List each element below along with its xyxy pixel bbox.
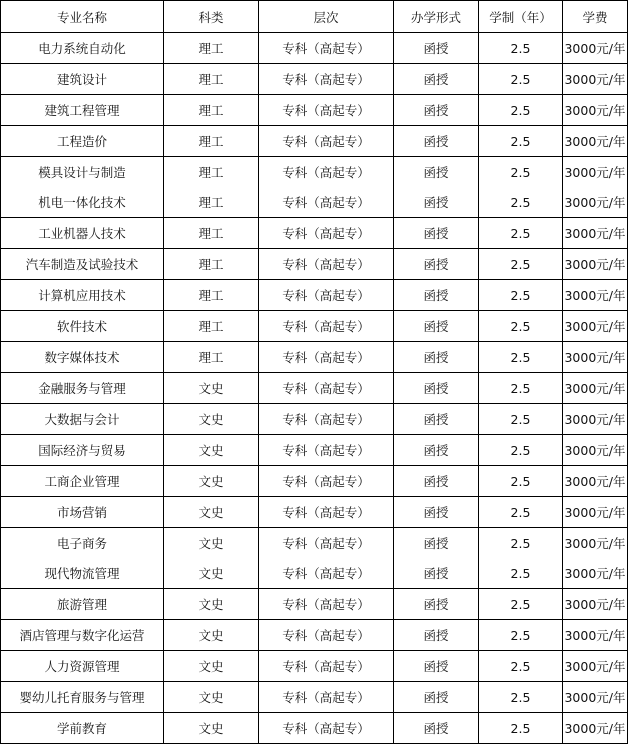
study-mode-cell: 函授	[394, 558, 479, 589]
duration-cell: 2.5	[479, 249, 563, 280]
tuition-cell: 3000元/年	[563, 466, 628, 497]
header-major: 专业名称	[1, 1, 164, 33]
tuition-cell: 3000元/年	[563, 311, 628, 342]
duration-cell: 2.5	[479, 64, 563, 95]
level-cell: 专科（高起专）	[259, 342, 394, 373]
category-cell: 文史	[164, 589, 259, 620]
category-cell: 文史	[164, 435, 259, 466]
study-mode-cell: 函授	[394, 589, 479, 620]
table-row	[1, 218, 628, 249]
study-mode-cell: 函授	[394, 404, 479, 435]
category-cell: 理工	[164, 95, 259, 126]
level-cell: 专科（高起专）	[259, 528, 394, 559]
table-row	[1, 620, 628, 651]
major-name-cell: 人力资源管理	[1, 651, 164, 682]
category-cell: 文史	[164, 373, 259, 404]
table-row	[1, 373, 628, 404]
duration-cell: 2.5	[479, 218, 563, 249]
level-cell: 专科（高起专）	[259, 280, 394, 311]
level-cell: 专科（高起专）	[259, 466, 394, 497]
table-row	[1, 404, 628, 435]
category-cell: 文史	[164, 528, 259, 559]
study-mode-cell: 函授	[394, 373, 479, 404]
tuition-cell: 3000元/年	[563, 620, 628, 651]
category-cell: 理工	[164, 126, 259, 157]
table-row	[1, 435, 628, 466]
table-row	[1, 187, 628, 218]
major-name-cell: 学前教育	[1, 713, 164, 744]
table-row	[1, 311, 628, 342]
major-name-cell: 建筑工程管理	[1, 95, 164, 126]
tuition-cell: 3000元/年	[563, 589, 628, 620]
category-cell: 文史	[164, 466, 259, 497]
level-cell: 专科（高起专）	[259, 651, 394, 682]
table-row	[1, 589, 628, 620]
table-row	[1, 713, 628, 744]
major-name-cell: 建筑设计	[1, 64, 164, 95]
tuition-cell: 3000元/年	[563, 404, 628, 435]
duration-cell: 2.5	[479, 713, 563, 744]
table-row	[1, 280, 628, 311]
table-row	[1, 342, 628, 373]
header-study-mode: 办学形式	[394, 1, 479, 33]
tuition-cell: 3000元/年	[563, 126, 628, 157]
major-name-cell: 机电一体化技术	[1, 187, 164, 218]
header-level: 层次	[259, 1, 394, 33]
study-mode-cell: 函授	[394, 218, 479, 249]
level-cell: 专科（高起专）	[259, 620, 394, 651]
duration-cell: 2.5	[479, 280, 563, 311]
category-cell: 理工	[164, 33, 259, 64]
tuition-cell: 3000元/年	[563, 64, 628, 95]
major-name-cell: 数字媒体技术	[1, 342, 164, 373]
category-cell: 理工	[164, 187, 259, 218]
tuition-cell: 3000元/年	[563, 280, 628, 311]
tuition-cell: 3000元/年	[563, 95, 628, 126]
duration-cell: 2.5	[479, 620, 563, 651]
duration-cell: 2.5	[479, 342, 563, 373]
study-mode-cell: 函授	[394, 157, 479, 188]
tuition-cell: 3000元/年	[563, 218, 628, 249]
header-duration: 学制（年）	[479, 1, 563, 33]
study-mode-cell: 函授	[394, 33, 479, 64]
level-cell: 专科（高起专）	[259, 589, 394, 620]
category-cell: 文史	[164, 558, 259, 589]
major-name-cell: 电力系统自动化	[1, 33, 164, 64]
tuition-cell: 3000元/年	[563, 682, 628, 713]
table-header-row	[1, 1, 628, 33]
table-row	[1, 682, 628, 713]
major-name-cell: 金融服务与管理	[1, 373, 164, 404]
category-cell: 文史	[164, 497, 259, 528]
category-cell: 文史	[164, 682, 259, 713]
study-mode-cell: 函授	[394, 466, 479, 497]
tuition-cell: 3000元/年	[563, 497, 628, 528]
tuition-cell: 3000元/年	[563, 342, 628, 373]
duration-cell: 2.5	[479, 404, 563, 435]
major-name-cell: 旅游管理	[1, 589, 164, 620]
table-row	[1, 33, 628, 64]
level-cell: 专科（高起专）	[259, 373, 394, 404]
major-name-cell: 酒店管理与数字化运营	[1, 620, 164, 651]
duration-cell: 2.5	[479, 651, 563, 682]
duration-cell: 2.5	[479, 95, 563, 126]
study-mode-cell: 函授	[394, 95, 479, 126]
table-row	[1, 126, 628, 157]
level-cell: 专科（高起专）	[259, 713, 394, 744]
level-cell: 专科（高起专）	[259, 187, 394, 218]
duration-cell: 2.5	[479, 157, 563, 188]
major-name-cell: 现代物流管理	[1, 558, 164, 589]
study-mode-cell: 函授	[394, 311, 479, 342]
study-mode-cell: 函授	[394, 528, 479, 559]
major-name-cell: 模具设计与制造	[1, 157, 164, 188]
study-mode-cell: 函授	[394, 620, 479, 651]
table-row	[1, 497, 628, 528]
category-cell: 理工	[164, 280, 259, 311]
table-row	[1, 558, 628, 589]
major-name-cell: 婴幼儿托育服务与管理	[1, 682, 164, 713]
category-cell: 理工	[164, 218, 259, 249]
duration-cell: 2.5	[479, 373, 563, 404]
study-mode-cell: 函授	[394, 713, 479, 744]
category-cell: 理工	[164, 249, 259, 280]
study-mode-cell: 函授	[394, 682, 479, 713]
major-name-cell: 国际经济与贸易	[1, 435, 164, 466]
tuition-cell: 3000元/年	[563, 33, 628, 64]
table-row	[1, 95, 628, 126]
major-name-cell: 计算机应用技术	[1, 280, 164, 311]
major-name-cell: 软件技术	[1, 311, 164, 342]
major-name-cell: 电子商务	[1, 528, 164, 559]
table-row	[1, 249, 628, 280]
duration-cell: 2.5	[479, 528, 563, 559]
study-mode-cell: 函授	[394, 187, 479, 218]
major-name-cell: 市场营销	[1, 497, 164, 528]
level-cell: 专科（高起专）	[259, 64, 394, 95]
table-row	[1, 157, 628, 188]
major-name-cell: 工业机器人技术	[1, 218, 164, 249]
level-cell: 专科（高起专）	[259, 126, 394, 157]
category-cell: 文史	[164, 620, 259, 651]
header-tuition: 学费	[563, 1, 628, 33]
duration-cell: 2.5	[479, 682, 563, 713]
duration-cell: 2.5	[479, 558, 563, 589]
tuition-cell: 3000元/年	[563, 713, 628, 744]
category-cell: 理工	[164, 157, 259, 188]
tuition-cell: 3000元/年	[563, 651, 628, 682]
tuition-cell: 3000元/年	[563, 157, 628, 188]
level-cell: 专科（高起专）	[259, 249, 394, 280]
tuition-cell: 3000元/年	[563, 187, 628, 218]
major-name-cell: 汽车制造及试验技术	[1, 249, 164, 280]
table-row	[1, 651, 628, 682]
level-cell: 专科（高起专）	[259, 311, 394, 342]
study-mode-cell: 函授	[394, 64, 479, 95]
study-mode-cell: 函授	[394, 126, 479, 157]
category-cell: 文史	[164, 404, 259, 435]
study-mode-cell: 函授	[394, 651, 479, 682]
level-cell: 专科（高起专）	[259, 558, 394, 589]
major-name-cell: 大数据与会计	[1, 404, 164, 435]
table-row	[1, 466, 628, 497]
tuition-cell: 3000元/年	[563, 558, 628, 589]
level-cell: 专科（高起专）	[259, 682, 394, 713]
level-cell: 专科（高起专）	[259, 157, 394, 188]
study-mode-cell: 函授	[394, 280, 479, 311]
duration-cell: 2.5	[479, 187, 563, 218]
duration-cell: 2.5	[479, 589, 563, 620]
tuition-cell: 3000元/年	[563, 249, 628, 280]
category-cell: 文史	[164, 651, 259, 682]
level-cell: 专科（高起专）	[259, 435, 394, 466]
level-cell: 专科（高起专）	[259, 95, 394, 126]
category-cell: 文史	[164, 713, 259, 744]
category-cell: 理工	[164, 342, 259, 373]
level-cell: 专科（高起专）	[259, 218, 394, 249]
category-cell: 理工	[164, 64, 259, 95]
table-row	[1, 64, 628, 95]
major-name-cell: 工程造价	[1, 126, 164, 157]
duration-cell: 2.5	[479, 311, 563, 342]
duration-cell: 2.5	[479, 126, 563, 157]
level-cell: 专科（高起专）	[259, 33, 394, 64]
level-cell: 专科（高起专）	[259, 497, 394, 528]
major-name-cell: 工商企业管理	[1, 466, 164, 497]
table-row	[1, 528, 628, 559]
duration-cell: 2.5	[479, 466, 563, 497]
header-category: 科类	[164, 1, 259, 33]
study-mode-cell: 函授	[394, 497, 479, 528]
study-mode-cell: 函授	[394, 342, 479, 373]
level-cell: 专科（高起专）	[259, 404, 394, 435]
study-mode-cell: 函授	[394, 435, 479, 466]
tuition-cell: 3000元/年	[563, 435, 628, 466]
duration-cell: 2.5	[479, 497, 563, 528]
tuition-cell: 3000元/年	[563, 528, 628, 559]
duration-cell: 2.5	[479, 33, 563, 64]
category-cell: 理工	[164, 311, 259, 342]
duration-cell: 2.5	[479, 435, 563, 466]
tuition-cell: 3000元/年	[563, 373, 628, 404]
study-mode-cell: 函授	[394, 249, 479, 280]
